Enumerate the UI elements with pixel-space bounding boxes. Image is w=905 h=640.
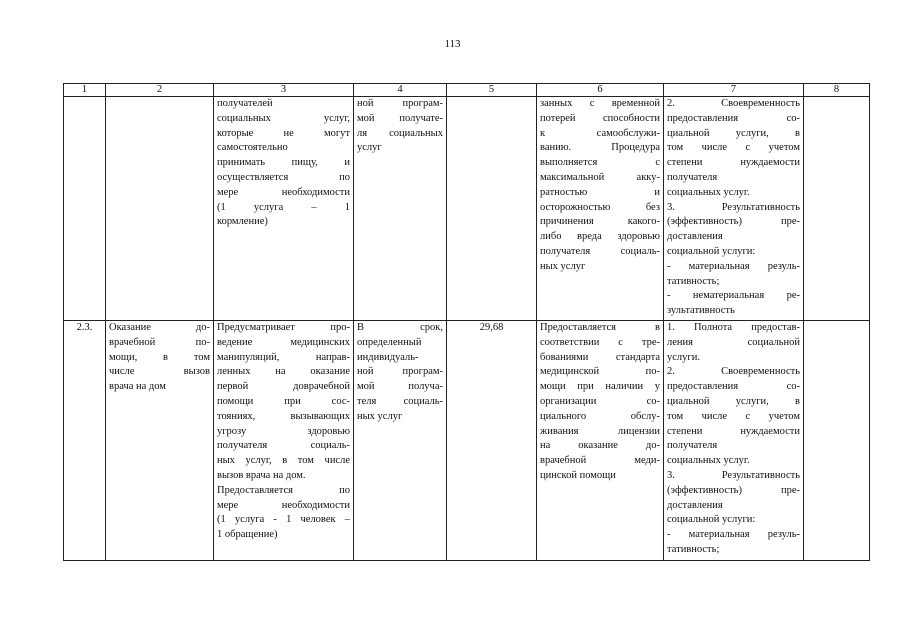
cell-text-line: предоставления со- bbox=[667, 112, 800, 124]
cell-text-line: социальной услуги: bbox=[667, 245, 756, 257]
cell-text-line: получателя социаль- bbox=[217, 440, 350, 452]
row-2-3-extra bbox=[804, 321, 870, 561]
cell-text-line: 2. Своевременность bbox=[667, 366, 800, 378]
cell-text-line: социальных услуг. bbox=[667, 455, 750, 467]
cell-text-line: В срок, bbox=[357, 322, 443, 333]
cell-text-line: организации со- bbox=[540, 395, 660, 407]
header-cell-6: 6 bbox=[537, 84, 664, 97]
cell-text-line: врача на дом bbox=[109, 381, 166, 393]
cell-text-line: зультативность bbox=[667, 305, 735, 317]
cell-text-line: ной програм- bbox=[357, 366, 443, 378]
cell-text-line: ля социальных bbox=[357, 127, 443, 139]
cell-text-line: Предоставляется по bbox=[217, 484, 350, 496]
cell-text-line: индивидуаль- bbox=[357, 351, 419, 363]
cell-text-line: услуги. bbox=[667, 351, 700, 363]
row-cont-number bbox=[64, 97, 106, 321]
cell-text-line: теля социаль- bbox=[357, 395, 443, 407]
cell-text-line: мере необходимости bbox=[217, 186, 350, 198]
cell-text-line: ных услуг bbox=[540, 260, 586, 272]
cell-text-line: том числе с учетом bbox=[667, 410, 800, 422]
table-row-2-3 bbox=[64, 321, 870, 561]
cell-text-line: циальной услуги, в bbox=[667, 395, 800, 407]
cell-text-line: доставления bbox=[667, 499, 723, 511]
cell-text-line: кормление) bbox=[217, 216, 268, 228]
row-cont-description bbox=[214, 97, 354, 321]
cell-text-line: ления социальной bbox=[667, 336, 800, 348]
cell-text-line: тативность; bbox=[667, 275, 720, 287]
cell-text-line: самостоятельно bbox=[217, 142, 288, 154]
cell-text-line: выполняется с bbox=[540, 157, 660, 169]
cell-text-line: циальной услуги, в bbox=[667, 127, 800, 139]
row-2-3-conditions bbox=[537, 321, 664, 561]
cell-text-line: мой получа- bbox=[357, 381, 443, 393]
cell-text-line: ведение медицинских bbox=[217, 336, 350, 348]
row-2-3-name bbox=[106, 321, 214, 561]
row-cont-extra bbox=[804, 97, 870, 321]
header-row bbox=[64, 84, 870, 97]
cell-text-line: (1 услуга – 1 bbox=[217, 201, 350, 213]
cell-text-line: манипуляций, направ- bbox=[217, 351, 350, 363]
cell-text-line: 3. Результативность bbox=[667, 469, 800, 481]
cell-text-line: потерей способности bbox=[540, 112, 660, 124]
table-row-continued bbox=[64, 97, 870, 321]
header-cell-8: 8 bbox=[804, 84, 870, 97]
cell-text-line: занных с временной bbox=[540, 98, 660, 109]
page-number: 113 bbox=[444, 38, 461, 50]
cell-text-line: ратностью и bbox=[540, 186, 660, 198]
cell-text-line: степени нуждаемости bbox=[667, 157, 800, 169]
row-2-3-description bbox=[214, 321, 354, 561]
cell-text-line: 2. Своевременность bbox=[667, 98, 800, 109]
cell-text-line: ных услуг bbox=[357, 410, 403, 422]
cell-text-line: вызов врача на дом. bbox=[217, 469, 306, 481]
cell-text-line: получателя bbox=[667, 440, 718, 452]
cell-text-line: определенный bbox=[357, 336, 422, 348]
cell-text-line: мощи, в том bbox=[109, 351, 210, 363]
cell-text-line: (1 услуга - 1 человек – bbox=[217, 514, 350, 526]
cell-text-line: к самообслужи- bbox=[540, 127, 660, 139]
cell-text-line: циального обслу- bbox=[540, 410, 660, 422]
header-cell-2: 2 bbox=[106, 84, 214, 97]
cell-text-line: тативность; bbox=[667, 543, 720, 555]
cell-text-line: - материальная резуль- bbox=[667, 529, 800, 541]
cell-text-line: степени нуждаемости bbox=[667, 425, 800, 437]
cell-text-line: социальной услуги: bbox=[667, 514, 756, 526]
cell-text-line: первой доврачебной bbox=[217, 381, 350, 393]
cell-text-line: получателя bbox=[667, 171, 718, 183]
cell-text-line: социальных услуг. bbox=[667, 186, 750, 198]
cell-text-line: получателя социаль- bbox=[540, 245, 660, 257]
cell-text-line: живания лицензии bbox=[540, 425, 660, 437]
cell-text-line: числе вызов bbox=[109, 366, 210, 378]
row-cont-conditions bbox=[537, 97, 664, 321]
cell-text-line: причинения какого- bbox=[540, 216, 660, 228]
cell-text-line: ленных на оказание bbox=[217, 366, 350, 378]
row-2-3-indicators bbox=[664, 321, 804, 561]
row-cont-name bbox=[106, 97, 214, 321]
cell-text-line: которые не могут bbox=[217, 127, 350, 139]
cell-text-line: либо вреда здоровью bbox=[540, 231, 660, 243]
cell-text-line: врачебной меди- bbox=[540, 455, 660, 467]
cell-text-line: бованиями стандарта bbox=[540, 351, 660, 363]
cell-text-line: на оказание до- bbox=[540, 440, 660, 452]
cell-text-line: ванию. Процедура bbox=[540, 142, 660, 154]
cell-text-line: ных услуг, в том числе bbox=[217, 455, 350, 467]
cell-text-line: (эффективность) пре- bbox=[667, 484, 800, 496]
cell-text-line: Предоставляется в bbox=[540, 322, 660, 333]
cell-text-line: помощи при сос- bbox=[217, 395, 350, 407]
row-cont-price bbox=[447, 97, 537, 321]
cell-text-line: получателей bbox=[217, 98, 273, 109]
row-cont-indicators bbox=[664, 97, 804, 321]
cell-text-line: тояниях, вызывающих bbox=[217, 410, 350, 422]
services-table bbox=[63, 83, 870, 561]
header-cell-7: 7 bbox=[664, 84, 804, 97]
row-cont-term bbox=[354, 97, 447, 321]
cell-text-line: осторожностью без bbox=[540, 201, 660, 213]
cell-text-line: ной програм- bbox=[357, 98, 443, 109]
row-2-3-term bbox=[354, 321, 447, 561]
header-cell-5: 5 bbox=[447, 84, 537, 97]
cell-text-line: угрозу здоровью bbox=[217, 425, 350, 437]
header-cell-3: 3 bbox=[214, 84, 354, 97]
cell-text-line: 3. Результативность bbox=[667, 201, 800, 213]
cell-text-line: цинской помощи bbox=[540, 469, 616, 481]
cell-text-line: доставления bbox=[667, 231, 723, 243]
cell-text-line: - материальная резуль- bbox=[667, 260, 800, 272]
header-cell-1: 1 bbox=[64, 84, 106, 97]
header-cell-4: 4 bbox=[354, 84, 447, 97]
cell-text-line: Оказание до- bbox=[109, 322, 210, 333]
cell-text-line: мой получате- bbox=[357, 112, 443, 124]
cell-text-line: мощи при наличии у bbox=[540, 381, 660, 393]
cell-text-line: том числе с учетом bbox=[667, 142, 800, 154]
cell-text-line: осуществляется по bbox=[217, 171, 350, 183]
cell-text-line: - нематериальная ре- bbox=[667, 290, 800, 302]
cell-text-line: 1. Полнота предостав- bbox=[667, 322, 800, 333]
cell-text-line: максимальной акку- bbox=[540, 171, 660, 183]
row-2-3-price: 29,68 bbox=[447, 321, 537, 561]
cell-text-line: (эффективность) пре- bbox=[667, 216, 800, 228]
cell-text-line: врачебной по- bbox=[109, 336, 210, 348]
row-2-3-number: 2.3. bbox=[64, 321, 106, 561]
cell-text-line: 1 обращение) bbox=[217, 529, 278, 541]
cell-text-line: принимать пищу, и bbox=[217, 157, 350, 169]
cell-text-line: мере необходимости bbox=[217, 499, 350, 511]
cell-text-line: медицинской по- bbox=[540, 366, 660, 378]
cell-text-line: Предусматривает про- bbox=[217, 322, 350, 333]
cell-text-line: соответствии с тре- bbox=[540, 336, 660, 348]
cell-text-line: социальных услуг, bbox=[217, 112, 350, 124]
cell-text-line: услуг bbox=[357, 142, 382, 154]
cell-text-line: предоставления со- bbox=[667, 381, 800, 393]
